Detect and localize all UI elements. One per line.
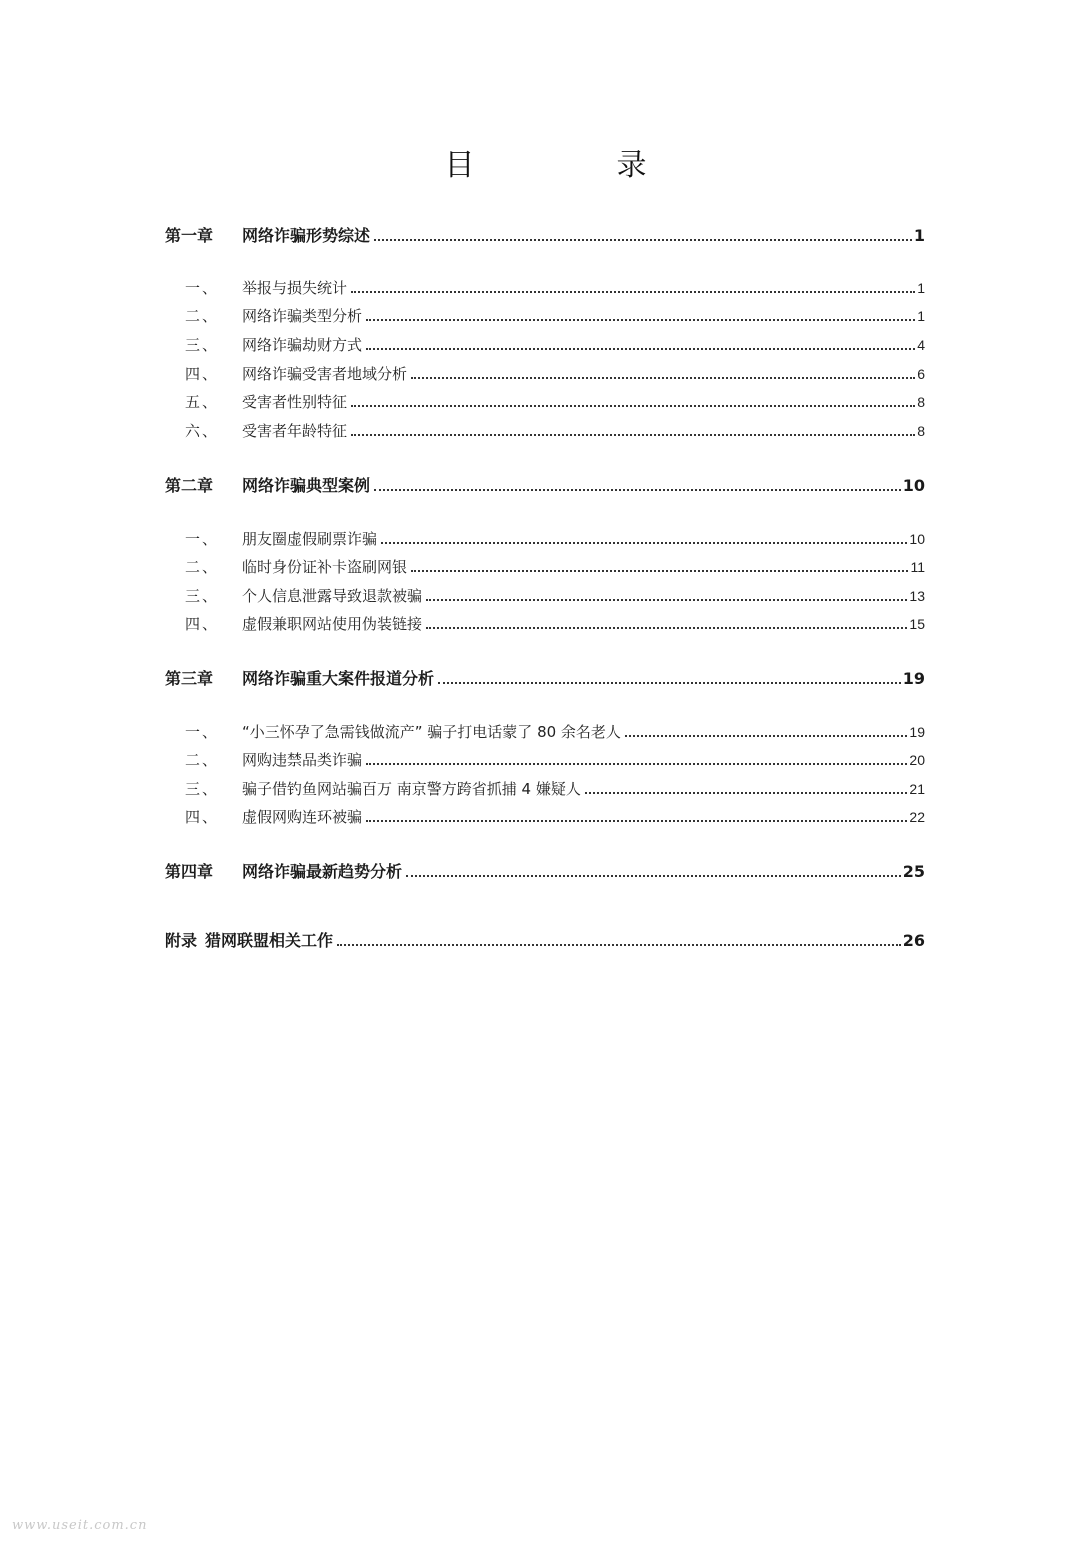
dot-leader [351, 404, 915, 407]
section-title: 朋友圈虚假刷票诈骗 [242, 530, 378, 548]
section-title: 举报与损失统计 [242, 279, 348, 297]
dot-leader [426, 598, 907, 601]
toc-section[interactable] [165, 803, 925, 827]
appendix-title: 猎网联盟相关工作 [205, 931, 334, 950]
page-number: 1 [913, 226, 925, 245]
section-title: 网络诈骗劫财方式 [242, 336, 363, 354]
chapter-number: 第一章 [165, 226, 214, 245]
page-number: 19 [909, 724, 925, 740]
dot-leader [337, 943, 901, 946]
page-number: 10 [909, 531, 925, 547]
chapter-title: 网络诈骗典型案例 [242, 476, 371, 495]
dot-leader [625, 734, 907, 737]
toc-chapter-4[interactable] [165, 858, 925, 882]
dot-leader [366, 318, 915, 321]
section-title: 受害者性别特征 [242, 393, 348, 411]
page-number: 8 [917, 394, 925, 410]
section-title: 受害者年龄特征 [242, 422, 348, 440]
toc-section[interactable] [165, 525, 925, 549]
dot-leader [374, 238, 912, 241]
section-number: 二、 [185, 751, 220, 769]
toc-section[interactable] [165, 718, 925, 742]
toc-section[interactable] [165, 582, 925, 606]
toc-section[interactable] [165, 331, 925, 355]
page-number: 11 [910, 559, 925, 575]
section-title: 虚假兼职网站使用伪装链接 [242, 615, 423, 633]
dot-leader [585, 791, 908, 794]
section-number: 四、 [185, 615, 220, 633]
toc-section[interactable] [165, 746, 925, 770]
dot-leader [406, 874, 901, 877]
section-number: 一、 [185, 530, 220, 548]
chapter-title: 网络诈骗形势综述 [242, 226, 371, 245]
page-title: 目 录 [444, 148, 703, 183]
dot-leader [374, 488, 901, 491]
chapter-number: 第三章 [165, 669, 214, 688]
dot-leader [411, 376, 915, 379]
section-title: 个人信息泄露导致退款被骗 [242, 587, 423, 605]
toc-section[interactable] [165, 274, 925, 298]
toc-section[interactable] [165, 360, 925, 384]
dot-leader [381, 541, 907, 544]
toc-section[interactable] [165, 388, 925, 412]
section-number: 五、 [185, 393, 220, 411]
page-number: 1 [917, 308, 925, 324]
dot-leader [366, 819, 907, 822]
section-title: 虚假网购连环被骗 [242, 808, 363, 826]
section-number: 一、 [185, 723, 220, 741]
page-number: 26 [902, 931, 925, 950]
toc-section[interactable] [165, 417, 925, 441]
toc-section[interactable] [165, 610, 925, 634]
chapter-number: 第四章 [165, 862, 214, 881]
dot-leader [351, 290, 915, 293]
section-title: 网络诈骗受害者地域分析 [242, 365, 408, 383]
toc-chapter-2[interactable] [165, 472, 925, 496]
section-number: 三、 [185, 780, 220, 798]
chapter-title: 网络诈骗重大案件报道分析 [242, 669, 435, 688]
section-number: 四、 [185, 365, 220, 383]
section-number: 二、 [185, 558, 220, 576]
page-number: 6 [917, 366, 925, 382]
section-number: 六、 [185, 422, 220, 440]
page-number: 19 [902, 669, 925, 688]
section-number: 三、 [185, 336, 220, 354]
section-title: 网购违禁品类诈骗 [242, 751, 363, 769]
page-number: 15 [909, 616, 925, 632]
toc-chapter-1[interactable] [165, 222, 925, 246]
section-number: 二、 [185, 307, 220, 325]
page-number: 8 [917, 423, 925, 439]
dot-leader [411, 569, 908, 572]
section-title: “小三怀孕了急需钱做流产” 骗子打电话蒙了 80 余名老人 [242, 723, 621, 741]
dot-leader [366, 347, 915, 350]
page-number: 10 [902, 476, 925, 495]
page-number: 13 [909, 588, 925, 604]
toc-section[interactable] [165, 775, 925, 799]
page-number: 1 [917, 280, 925, 296]
section-number: 四、 [185, 808, 220, 826]
chapter-title: 网络诈骗最新趋势分析 [242, 862, 403, 881]
chapter-number: 第二章 [165, 476, 214, 495]
toc-chapter-3[interactable] [165, 665, 925, 689]
appendix-label: 附录 [165, 931, 198, 950]
section-title: 网络诈骗类型分析 [242, 307, 363, 325]
dot-leader [426, 626, 907, 629]
dot-leader [351, 433, 915, 436]
dot-leader [366, 762, 907, 765]
section-number: 三、 [185, 587, 220, 605]
toc-section[interactable] [165, 553, 925, 577]
section-title: 临时身份证补卡盗刷网银 [242, 558, 408, 576]
dot-leader [438, 681, 901, 684]
watermark: www.useit.com.cn [12, 1518, 148, 1533]
page-number: 22 [909, 809, 925, 825]
page-number: 4 [917, 337, 925, 353]
toc-appendix[interactable] [165, 927, 925, 951]
page-number: 20 [909, 752, 925, 768]
page-number: 21 [909, 781, 925, 797]
page-number: 25 [902, 862, 925, 881]
toc-section[interactable] [165, 302, 925, 326]
section-title: 骗子借钓鱼网站骗百万 南京警方跨省抓捕 4 嫌疑人 [242, 780, 581, 798]
section-number: 一、 [185, 279, 220, 297]
